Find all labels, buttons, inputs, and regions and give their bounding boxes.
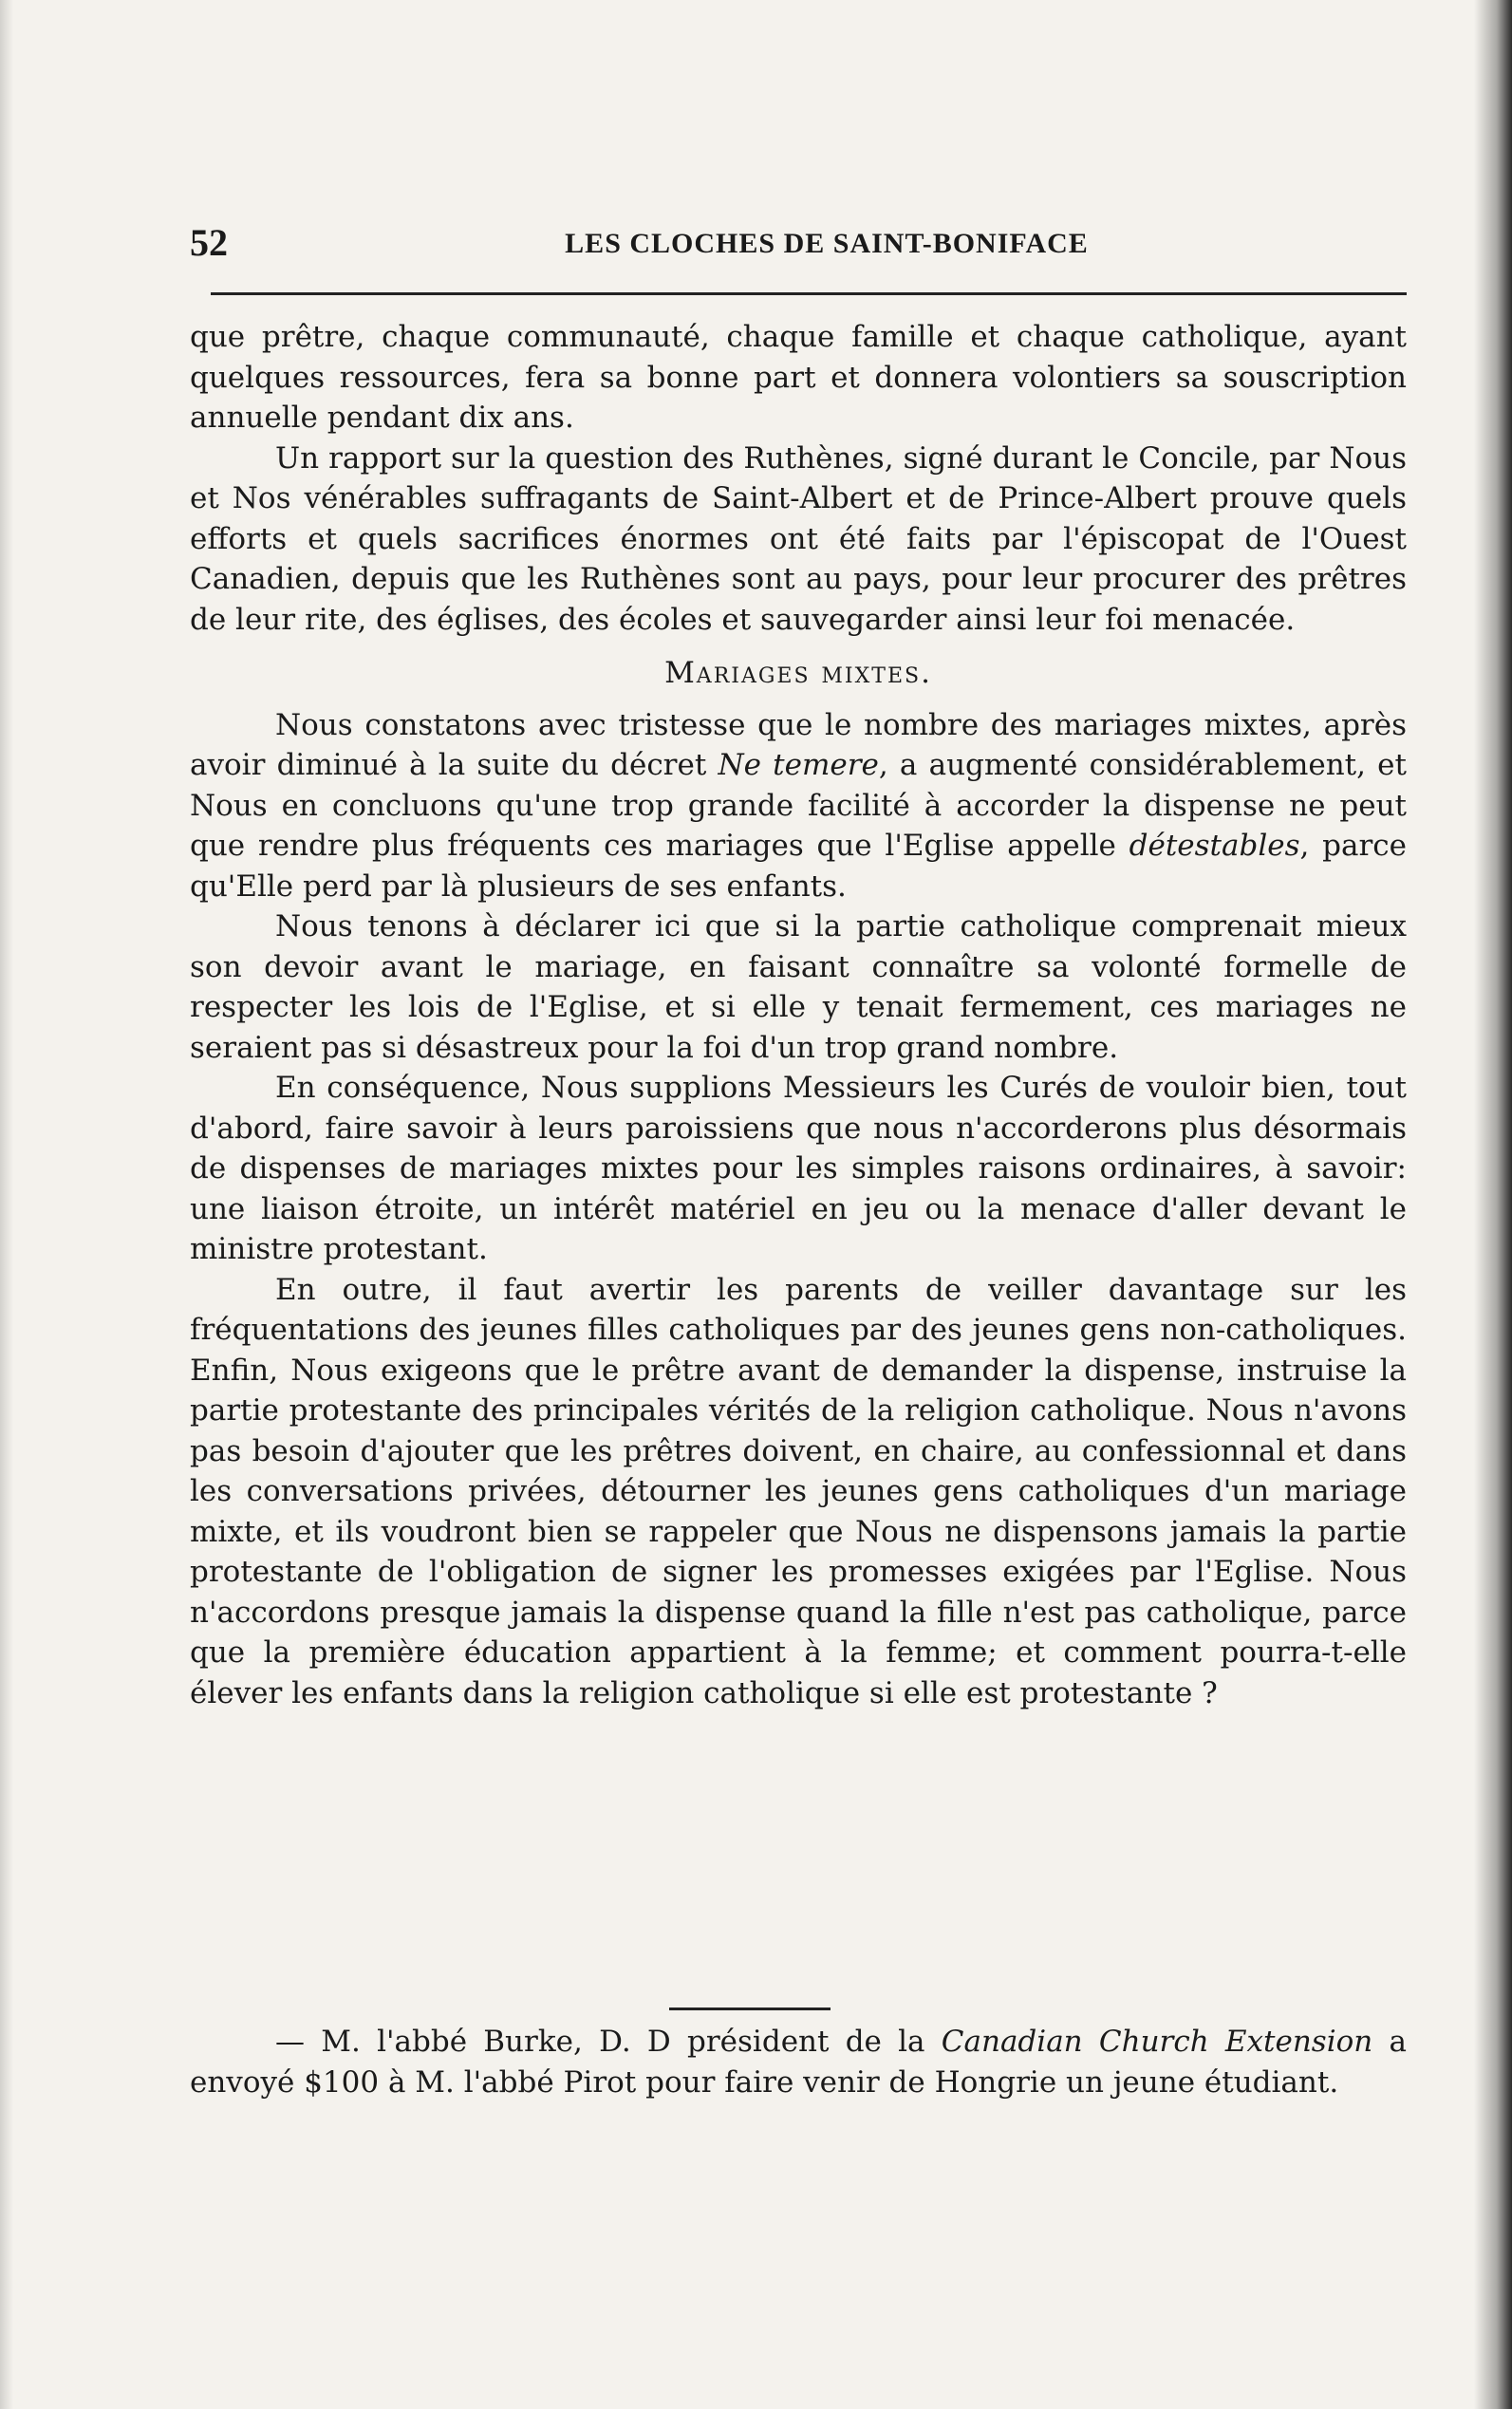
header-rule [211, 292, 1407, 295]
decree-title: Ne temere [718, 748, 879, 782]
note-part-a: — M. l'abbé Burke, D. D président de la [275, 2025, 942, 2059]
page-number: 52 [190, 221, 228, 264]
running-title: LES CLOCHES DE SAINT-BONIFACE [565, 228, 1089, 259]
paragraph-6: En outre, il faut avertir les parents de veiller davantage sur les fréquentations des jeunes filles catholiques par des jeunes gens non-catholiques. Enfin, Nous exigeons que le prêtre avant de demander la dispense, instruise la partie protestante des principales vérités de la religion catholique. Nous n'avons pas besoin d'ajouter que les prêtres doivent, en chaire, au confessionnal et dans les conversations privées, détourner les jeunes gens catholiques d'un mariage mixte, et ils voudront bien se rappeler que Nous ne dispensons jamais la partie protestante de l'obligation de signer les promesses exigées par l'Eglise. Nous n'accordons presque jamais la dispense quand la fille n'est pas catholique, parce que la première éducation appartient à la femme; et comment pourra-t-elle élever les enfants dans la religion catholique si elle est protestante ? [190, 1272, 1407, 1710]
paragraph-1: que prêtre, chaque communauté, chaque famille et chaque catholique, ayant quelques ressources, fera sa bonne part et donnera volontiers sa souscription annuelle pendant dix ans. [190, 320, 1407, 435]
section-divider-rule [669, 2008, 831, 2010]
news-note [190, 2022, 1407, 2102]
paragraph-3-part-a: Nous constatons avec tristesse que le nombre des mariages mixtes, après avoir diminué à la suite du décret [190, 707, 1407, 782]
emphasis-detestables: détestables [1129, 829, 1300, 863]
paragraph-2: Un rapport sur la question des Ruthènes, signé durant le Concile, par Nous et Nos vénérables suffragants de Saint-Albert et de Prince-Albert prouve quels efforts et quels sacrifices énormes ont été faits par l'épiscopat de l'Ouest Canadien, depuis que les Ruthènes sont au pays, pour leur procurer des prêtres de leur rite, des églises, des écoles et sauvegarder ainsi leur foi menacée. [190, 440, 1407, 637]
paragraph-3-part-b: , a augmenté considérablement, et Nous en concluons qu'une trop grande facilité à accorder la dispense ne peut que rendre plus fréquents ces mariages que l'Eglise appelle [190, 748, 1407, 863]
paragraph-4: Nous tenons à déclarer ici que si la partie catholique comprenait mieux son devoir avant le mariage, en faisant connaître sa volonté formelle de respecter les lois de l'Eglise, et si elle y tenait fermement, ces mariages ne seraient pas si désastreux pour la foi d'un trop grand nombre. [190, 909, 1407, 1065]
main-text [190, 317, 1407, 1713]
organization-name: Canadian Church Extension [941, 2025, 1373, 2059]
paragraph-3-part-c: , parce qu'Elle perd par là plusieurs de ses enfants. [190, 829, 1407, 904]
page-binding-shadow [1474, 0, 1512, 2409]
paragraph-3 [190, 705, 1407, 907]
paragraph-5: En conséquence, Nous supplions Messieurs les Curés de vouloir bien, tout d'abord, faire savoir à leurs paroissiens que nous n'accorderons plus désormais de dispenses de mariages mixtes pour les simples raisons ordinaires, à savoir: une liaison étroite, un intérêt matériel en jeu ou la menace d'aller devant le ministre protestant. [190, 1071, 1407, 1266]
section-heading: Mariages mixtes. [664, 656, 932, 690]
note-part-b: a envoyé $100 à M. l'abbé Pirot pour faire venir de Hongrie un jeune étudiant. [190, 2025, 1407, 2100]
note-paragraph [190, 2022, 1407, 2102]
page-left-shadow [0, 0, 13, 2409]
page-header [190, 220, 1407, 277]
